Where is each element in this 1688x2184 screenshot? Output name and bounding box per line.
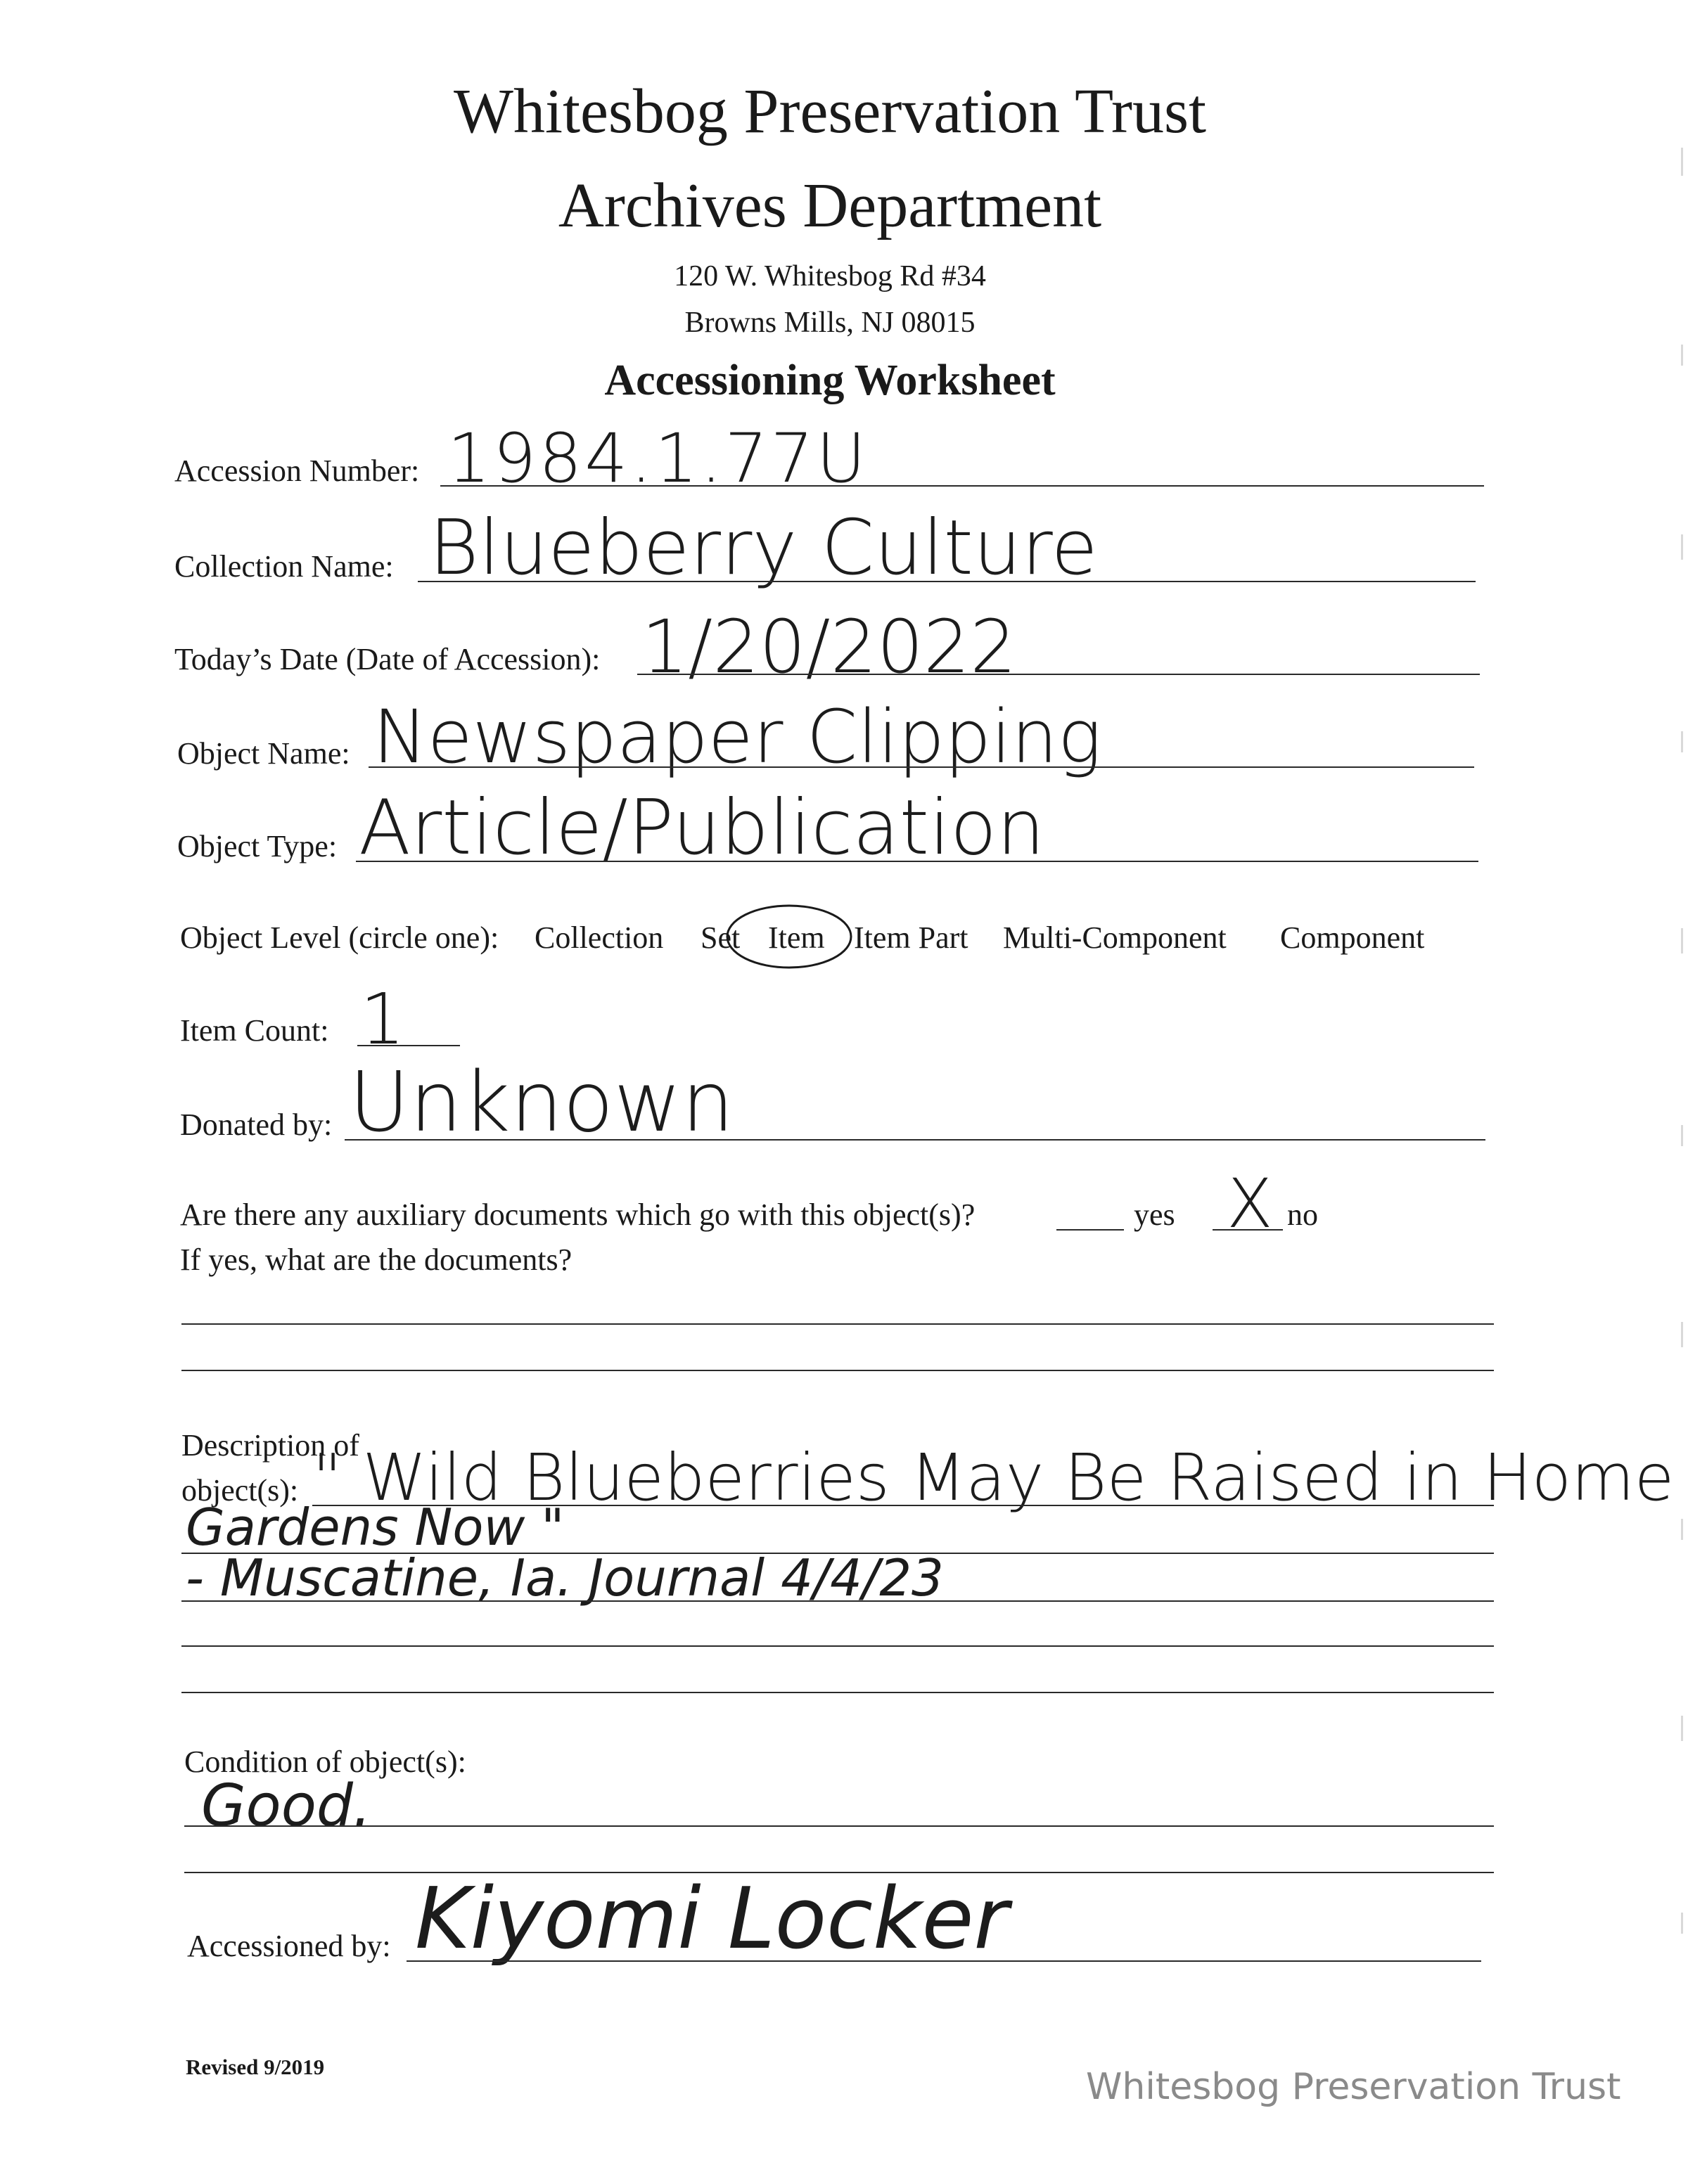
object-level-option-component: Component [1280,920,1425,955]
object-level-label: Object Level (circle one): [180,920,499,955]
scan-edge-mark [1681,1716,1683,1741]
scan-edge-mark [1681,1913,1683,1934]
condition-label: Condition of object(s): [184,1745,466,1779]
scan-edge-mark [1681,928,1683,953]
donated-by-line [345,1139,1485,1141]
auxiliary-followup: If yes, what are the documents? [180,1242,573,1277]
scan-edge-mark [1681,148,1683,176]
accessioned-by-label: Accessioned by: [187,1929,391,1963]
auxiliary-question: Are there any auxiliary documents which go with this object(s)? [180,1197,976,1232]
form-title: Accessioning Worksheet [604,356,1056,404]
accession-number-label: Accession Number: [174,454,420,488]
object-level-option-collection: Collection [535,920,664,955]
object-level-option-multi-component: Multi-Component [1003,920,1227,955]
collection-name-label: Collection Name: [174,549,394,584]
date-label: Today’s Date (Date of Accession): [174,642,601,676]
address-line-1: 120 W. Whitesbog Rd #34 [674,260,986,293]
object-type-line [356,861,1478,862]
description-label-line-2: object(s): [181,1473,299,1508]
object-level-option-set: Set [701,920,741,955]
revised-note: Revised 9/2019 [186,2055,325,2079]
aux-docs-line-1 [181,1323,1494,1325]
object-name-line [369,766,1474,768]
accession-number-value: 1984.1.77U [447,419,869,498]
date-value: 1/20/2022 [641,604,1017,690]
item-count-label: Item Count: [180,1013,329,1048]
accessioned-by-line [407,1960,1481,1962]
collection-name-value: Blueberry Culture [429,504,1098,592]
description-line-1: " Wild Blueberries May Be Raised in Home [312,1440,1675,1515]
scan-edge-mark [1681,731,1683,752]
aux-docs-line-2 [181,1370,1494,1371]
object-level-option-item-part: Item Part [854,920,968,955]
selection-circle-icon [724,901,855,972]
scan-edge-mark [1681,534,1683,560]
department-title: Archives Department [558,171,1102,240]
description-label-line-1: Description of [181,1428,359,1463]
aux-no-label: no [1287,1197,1318,1232]
description-rule-3 [181,1600,1494,1602]
description-line-2: Gardens Now " [186,1498,565,1557]
item-count-value: 1 [360,978,405,1060]
aux-yes-line [1056,1229,1124,1231]
description-line-3: - Muscatine, Ia. Journal 4/4/23 [186,1548,944,1607]
object-type-value: Article/Publication [359,784,1045,872]
scan-edge-mark [1681,1125,1683,1146]
collection-name-line [418,581,1476,582]
condition-line-1 [184,1825,1494,1827]
scan-edge-mark [1681,345,1683,366]
description-rule-4 [181,1645,1494,1647]
donated-by-value: Unknown [349,1053,734,1150]
org-title: Whitesbog Preservation Trust [454,77,1206,146]
watermark: Whitesbog Preservation Trust [1086,2066,1621,2108]
object-name-label: Object Name: [177,736,350,771]
donated-by-label: Donated by: [180,1107,333,1142]
description-rule-5 [181,1692,1494,1693]
condition-value: Good. [201,1773,371,1839]
aux-no-mark: X [1227,1164,1273,1243]
accessioned-by-value: Kiyomi Locker [415,1870,1009,1968]
object-level-option-item: Item [768,920,825,955]
date-line [637,674,1480,675]
scan-edge-mark [1681,1519,1683,1540]
object-name-value: Newspaper Clipping [373,694,1102,780]
address-line-2: Browns Mills, NJ 08015 [684,307,976,339]
scan-edge-mark [1681,1322,1683,1347]
aux-yes-label: yes [1134,1197,1175,1232]
object-type-label: Object Type: [177,829,338,863]
item-count-line [357,1045,460,1046]
accession-number-line [440,485,1484,487]
